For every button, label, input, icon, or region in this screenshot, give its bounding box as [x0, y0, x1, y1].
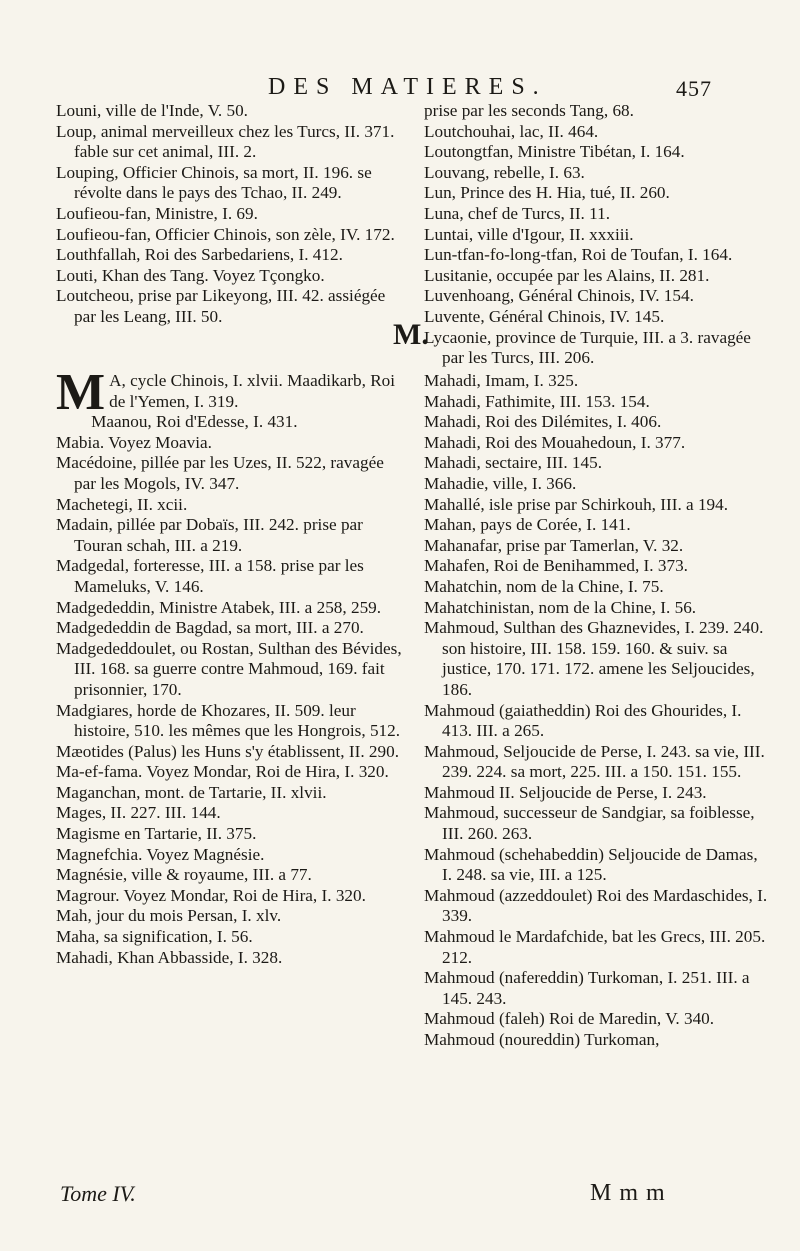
index-entry: Louni, ville de l'Inde, V. 50. — [56, 101, 248, 120]
page-number: 457 — [676, 76, 712, 101]
signature-mark: M m m — [590, 1180, 666, 1206]
index-entry: Maganchan, mont. de Tartarie, II. xlvii. — [56, 782, 327, 802]
index-entry: Madain, pillée par Dobaïs, III. 242. prise par Touran schah, III. a 219. — [56, 515, 363, 555]
index-entry: Loufieou-fan, Officier Chinois, son zèle, IV. 172. — [56, 224, 395, 244]
index-entry: Mahmoud (faleh) Roi de Maredin, V. 340. — [424, 1009, 715, 1029]
index-entry: Mahallé, isle prise par Schirkouh, III. a 194. — [424, 494, 729, 514]
index-entry: prise par les seconds Tang, 68. — [424, 101, 634, 120]
index-entry: Loutchouhai, lac, II. 464. — [424, 121, 599, 141]
index-entry: Lun, Prince des H. Hia, tué, II. 260. — [424, 183, 670, 203]
index-entry: Magisme en Tartarie, II. 375. — [56, 824, 257, 844]
index-entry: Lycaonie, province de Turquie, III. a 3. ravagée par les Turcs, III. 206. — [424, 327, 751, 368]
index-entry: Mahmoud II. Seljoucide de Perse, I. 243. — [424, 782, 707, 802]
index-entry: Luntai, ville d'Igour, II. xxxiii. — [424, 224, 634, 244]
index-entry: Mahmoud, Seljoucide de Perse, I. 243. sa vie, III. 239. 224. sa mort, 225. III. a 150. 151. 155. — [424, 741, 765, 782]
index-entry: Louthfallah, Roi des Sarbedariens, I. 412. — [56, 245, 343, 265]
index-entry: Mahmoud, successeur de Sandgiar, sa foiblesse, III. 260. 263. — [424, 803, 755, 844]
index-entry: Mabia. Voyez Moavia. — [56, 432, 212, 452]
index-entry: Machetegi, II. xcii. — [56, 494, 188, 514]
index-entry: Louvang, rebelle, I. 63. — [424, 162, 585, 182]
volume-signature: Tome IV. — [60, 1181, 136, 1206]
index-column-top-right — [424, 101, 769, 369]
index-entry: Madgiares, horde de Khozares, II. 509. leur histoire, 510. les mêmes que les Hongrois, 512. — [56, 700, 401, 741]
index-entry: Mages, II. 227. III. 144. — [56, 803, 221, 823]
index-entry: Madgededdoulet, ou Rostan, Sulthan des Bévides, III. 168. sa guerre contre Mahmoud, 169. fait prisonnier, 170. — [56, 638, 402, 699]
index-entry: Magnefchia. Voyez Magnésie. — [56, 844, 265, 864]
index-entry: Loufieou-fan, Ministre, I. 69. — [56, 203, 258, 223]
index-entry: Mahmoud (gaiatheddin) Roi des Ghourides, I. 413. III. a 265. — [424, 700, 742, 741]
section-letter: M. — [393, 318, 429, 351]
index-entry: Louti, Khan des Tang. Voyez Tçongko. — [56, 265, 325, 285]
index-entry: Loup, animal merveilleux chez les Turcs, II. 371. fable sur cet animal, III. 2. — [56, 121, 395, 162]
index-entry: Madgededdin, Ministre Atabek, III. a 258, 259. — [56, 597, 382, 617]
index-entry: Mahmoud, Sulthan des Ghaznevides, I. 239. 240. son histoire, III. 158. 159. 160. & suiv. sa justice, 170. 171. 172. amene les Seljoucides, 186. — [424, 618, 764, 699]
index-entry: Maanou, Roi d'Edesse, I. 431. — [91, 412, 298, 432]
index-entry: Mah, jour du mois Persan, I. xlv. — [56, 906, 282, 926]
index-entry: Lun-tfan-fo-long-tfan, Roi de Toufan, I. 164. — [424, 245, 733, 265]
index-entry: Mahmoud le Mardafchide, bat les Grecs, III. 205. 212. — [424, 927, 766, 967]
index-entry: Mahadi, Roi des Mouahedoun, I. 377. — [424, 432, 686, 452]
index-column-top-left — [56, 101, 404, 328]
index-entry: Mahadi, Khan Abbasside, I. 328. — [56, 947, 283, 967]
index-column-bottom-right — [424, 371, 769, 1051]
index-column-bottom-left — [56, 364, 404, 968]
index-entry: Mahadi, Roi des Dilémites, I. 406. — [424, 412, 662, 432]
index-entry: Magnésie, ville & royaume, III. a 77. — [56, 865, 312, 885]
index-entry: Mahatchinistan, nom de la Chine, I. 56. — [424, 597, 697, 617]
index-entry: Mahadi, Imam, I. 325. — [424, 371, 579, 390]
drop-cap: M — [56, 364, 106, 421]
index-entry: Luvente, Général Chinois, IV. 145. — [424, 306, 665, 326]
index-entry: Mahafen, Roi de Benihammed, I. 373. — [424, 556, 688, 576]
index-entry: Madgedal, forteresse, III. a 158. prise par les Mameluks, V. 146. — [56, 556, 364, 596]
index-entry: Mahadi, Fathimite, III. 153. 154. — [424, 391, 650, 411]
index-entry: Magrour. Voyez Mondar, Roi de Hira, I. 320. — [56, 885, 366, 905]
index-entry: Mahmoud (noureddin) Turkoman, — [424, 1030, 660, 1049]
index-entry: Mahadi, sectaire, III. 145. — [424, 453, 603, 473]
index-entry: Loutcheou, prise par Likeyong, III. 42. assiégée par les Leang, III. 50. — [56, 286, 386, 326]
index-entry: Mæotides (Palus) les Huns s'y établissent, II. 290. — [56, 741, 400, 761]
index-entry: Lusitanie, occupée par les Alains, II. 281. — [424, 265, 710, 285]
running-title: DES MATIERES. — [268, 74, 547, 100]
index-entry: Mahmoud (azzeddoulet) Roi des Mardaschides, I. 339. — [424, 885, 768, 926]
index-entry: Luna, chef de Turcs, II. 11. — [424, 203, 610, 223]
index-entry: Madgededdin de Bagdad, sa mort, III. a 270. — [56, 618, 364, 638]
index-entry: Macédoine, pillée par les Uzes, II. 522, ravagée par les Mogols, IV. 347. — [56, 453, 384, 493]
index-entry: Louping, Officier Chinois, sa mort, II. 196. se révolte dans le pays des Tchao, II. 249. — [56, 162, 372, 203]
index-entry: Ma-ef-fama. Voyez Mondar, Roi de Hira, I. 320. — [56, 762, 389, 782]
index-entry: Maha, sa signification, I. 56. — [56, 927, 253, 947]
first-entry-text: A, cycle Chinois, I. xlvii. Maadikarb, Roi de l'Yemen, I. 319. — [109, 371, 396, 411]
index-entry: Luvenhoang, Général Chinois, IV. 154. — [424, 286, 694, 306]
index-entry: Mahanafar, prise par Tamerlan, V. 32. — [424, 535, 684, 555]
index-entry: Mahadie, ville, I. 366. — [424, 473, 577, 493]
index-entry: Mahatchin, nom de la Chine, I. 75. — [424, 576, 664, 596]
index-entry: Mahan, pays de Corée, I. 141. — [424, 515, 631, 535]
index-entry: Mahmoud (nafereddin) Turkoman, I. 251. III. a 145. 243. — [424, 968, 750, 1008]
index-entry-first — [56, 364, 404, 421]
index-entry: Mahmoud (schehabeddin) Seljoucide de Damas, I. 248. sa vie, III. a 125. — [424, 844, 758, 885]
index-entry: Loutongtfan, Ministre Tibétan, I. 164. — [424, 142, 685, 162]
